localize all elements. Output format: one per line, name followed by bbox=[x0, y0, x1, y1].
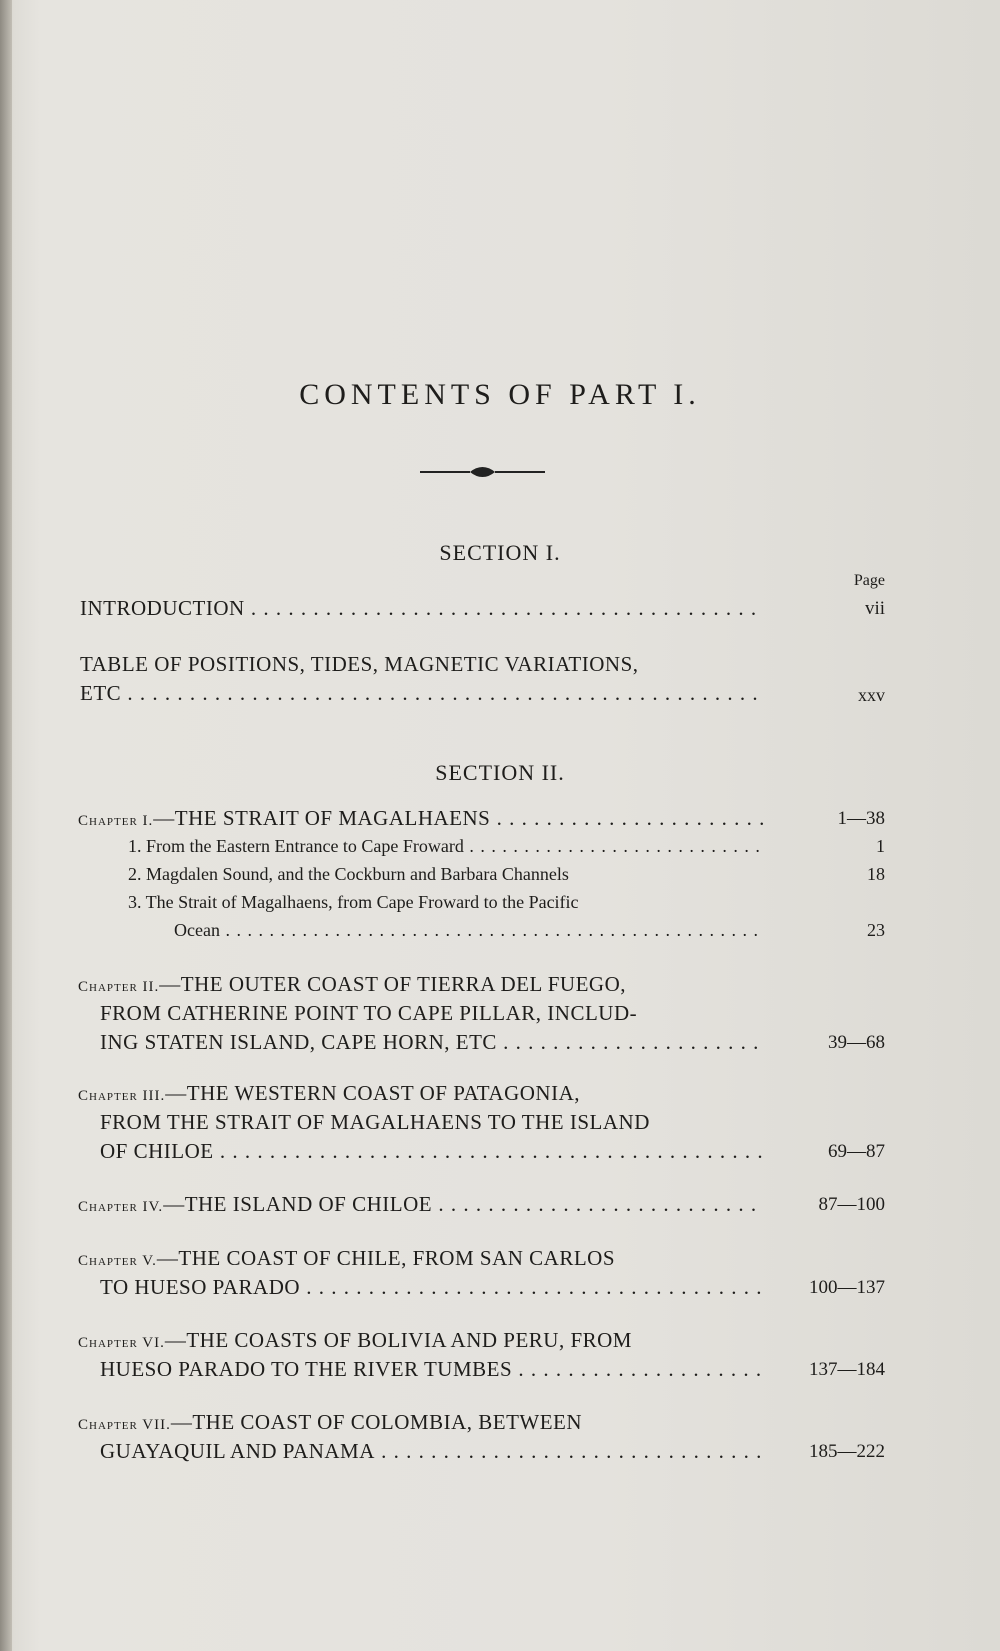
chapter-3-pages: 69—87 bbox=[828, 1141, 885, 1162]
entry-introduction: INTRODUCTION . . . bbox=[80, 596, 763, 621]
page-column-label: Page bbox=[853, 572, 885, 589]
entry-table-line-2: ETC . . . bbox=[80, 681, 763, 706]
chapter-5-line-2: TO HUESO PARADO . . . bbox=[100, 1275, 763, 1300]
chapter-3-line-1: Chapter III.—THE WESTERN COAST OF PATAGONIA, bbox=[78, 1081, 580, 1105]
chapter-6-line-1: Chapter VI.—THE COASTS OF BOLIVIA AND PERU, FROM bbox=[78, 1328, 632, 1352]
chapter-1-sub-1: 1. From the Eastern Entrance to Cape Froward . . . bbox=[128, 836, 763, 857]
chapter-1-sub-2-page: 18 bbox=[867, 864, 885, 884]
chapter-5-pages: 100—137 bbox=[809, 1277, 885, 1298]
ornament-divider-icon bbox=[420, 464, 545, 480]
page-title: CONTENTS OF PART I. bbox=[299, 378, 701, 411]
chapter-2-line-1: Chapter II.—THE OUTER COAST OF TIERRA DEL FUEGO, bbox=[78, 972, 626, 996]
chapter-7-line-2: GUAYAQUIL AND PANAMA . . . bbox=[100, 1439, 763, 1464]
chapter-3-line-3: OF CHILOE . . . bbox=[100, 1139, 763, 1164]
entry-table-line-1: TABLE OF POSITIONS, TIDES, MAGNETIC VARIATIONS, bbox=[80, 652, 639, 676]
chapter-1-line-1: Chapter I.—THE STRAIT OF MAGALHAENS . . . bbox=[78, 806, 763, 831]
chapter-1-sub-2: 2. Magdalen Sound, and the Cockburn and Barbara Channels bbox=[128, 864, 569, 884]
chapter-4-line-1: Chapter IV.—THE ISLAND OF CHILOE . . . bbox=[78, 1192, 763, 1217]
chapter-7-line-1: Chapter VII.—THE COAST OF COLOMBIA, BETWEEN bbox=[78, 1410, 583, 1434]
chapter-2-line-3: ING STATEN ISLAND, CAPE HORN, ETC . . . bbox=[100, 1030, 763, 1055]
chapter-1-sub-3-page: 23 bbox=[867, 920, 885, 940]
chapter-4-pages: 87—100 bbox=[818, 1194, 885, 1215]
entry-introduction-page: vii bbox=[864, 598, 885, 619]
chapter-6-pages: 137—184 bbox=[809, 1359, 885, 1380]
section-heading-2: SECTION II. bbox=[435, 760, 565, 785]
chapter-1-sub-3-line-1: 3. The Strait of Magalhaens, from Cape Froward to the Pacific bbox=[128, 892, 579, 912]
section-heading-1: SECTION I. bbox=[439, 540, 561, 565]
chapter-1-sub-3-line-2: Ocean . . . bbox=[174, 920, 763, 941]
chapter-1-pages: 1—38 bbox=[837, 808, 885, 829]
chapter-2-line-2: FROM CATHERINE POINT TO CAPE PILLAR, INCLUD- bbox=[100, 1001, 638, 1025]
chapter-1-sub-1-page: 1 bbox=[876, 836, 885, 856]
chapter-6-line-2: HUESO PARADO TO THE RIVER TUMBES . . . bbox=[100, 1357, 763, 1382]
entry-table-page: xxv bbox=[858, 685, 885, 705]
chapter-2-pages: 39—68 bbox=[828, 1032, 885, 1053]
chapter-7-pages: 185—222 bbox=[809, 1441, 885, 1462]
chapter-5-line-1: Chapter V.—THE COAST OF CHILE, FROM SAN CARLOS bbox=[78, 1246, 616, 1270]
chapter-3-line-2: FROM THE STRAIT OF MAGALHAENS TO THE ISLAND bbox=[100, 1110, 650, 1134]
